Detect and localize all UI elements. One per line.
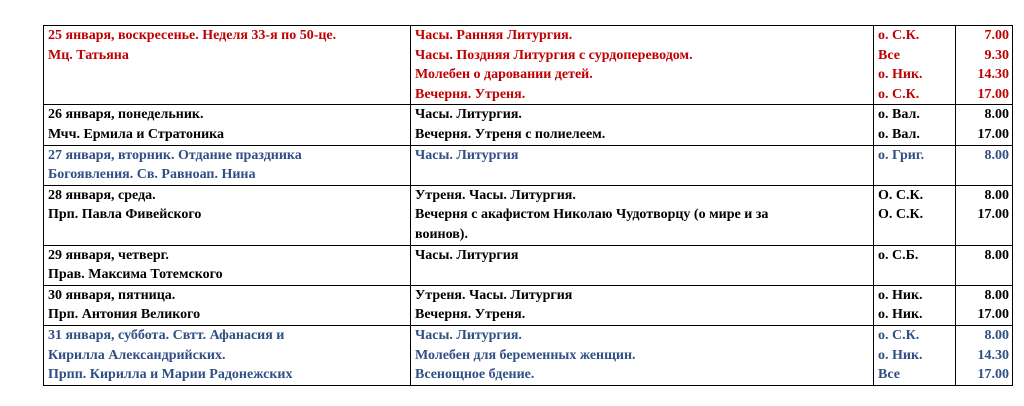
services-cell [411, 245, 874, 285]
time-line: 8.00 [984, 287, 1009, 303]
services-line: Часы. Литургия. [415, 327, 522, 343]
day-line: 31 января, суббота. Свтт. Афанасия и [48, 327, 285, 343]
day-cell [44, 105, 411, 145]
time-cell [956, 185, 1013, 245]
priest-cell [874, 185, 956, 245]
priest-line: о. С.К. [878, 327, 920, 343]
services-line: Вечерня с акафистом Николаю Чудотворцу (о мире и за [415, 207, 769, 223]
services-line: Часы. Литургия [415, 147, 519, 163]
time-line: 8.00 [984, 147, 1009, 163]
schedule-row [44, 245, 1013, 285]
time-line: 14.30 [977, 347, 1009, 363]
schedule-row [44, 285, 1013, 325]
services-line: Часы. Литургия. [415, 107, 522, 123]
time-line: 17.00 [977, 367, 1009, 383]
day-line: Прп. Павла Фивейского [48, 207, 202, 223]
time-line: 14.30 [977, 67, 1009, 83]
time-line: 17.00 [977, 126, 1009, 142]
day-line: Кирилла Александрийских. [48, 347, 226, 363]
priest-line: о. Ник. [878, 307, 923, 323]
time-cell [956, 145, 1013, 185]
day-cell [44, 285, 411, 325]
schedule-row [44, 145, 1013, 185]
services-line: Утреня. Часы. Литургия [415, 287, 573, 303]
time-line: 8.00 [984, 327, 1009, 343]
time-line: 8.00 [984, 247, 1009, 263]
day-line: 26 января, понедельник. [48, 107, 204, 123]
day-cell [44, 325, 411, 385]
priest-line: Все [878, 47, 900, 63]
priest-line: О. С.К. [878, 187, 924, 203]
services-cell [411, 325, 874, 385]
time-line: 17.00 [977, 86, 1009, 102]
priest-line: о. Вал. [878, 126, 920, 142]
services-cell [411, 185, 874, 245]
day-line: Прп. Антония Великого [48, 307, 201, 323]
day-line: 28 января, среда. [48, 187, 156, 203]
priest-line: о. Григ. [878, 147, 925, 163]
time-line: 17.00 [977, 207, 1009, 223]
schedule-body [44, 26, 1013, 386]
services-line: Часы. Литургия [415, 247, 519, 263]
priest-line: о. С.К. [878, 86, 920, 102]
services-line: Часы. Ранняя Литургия. [415, 28, 573, 43]
priest-cell [874, 145, 956, 185]
time-cell [956, 245, 1013, 285]
services-cell [411, 145, 874, 185]
day-line: 29 января, четверг. [48, 247, 169, 263]
day-line: 25 января, воскресенье. Неделя 33-я по 50-це. [48, 28, 337, 43]
services-line: Вечерня. Утреня. [415, 86, 526, 102]
day-cell [44, 26, 411, 105]
services-line: Молебен для беременных женщин. [415, 347, 636, 363]
time-line: 8.00 [984, 187, 1009, 203]
priest-cell [874, 325, 956, 385]
day-line: Богоявления. Св. Равноап. Нина [48, 167, 256, 183]
time-line: 8.00 [984, 107, 1009, 123]
priest-line: Все [878, 367, 900, 383]
time-line: 7.00 [984, 28, 1009, 43]
time-cell [956, 285, 1013, 325]
time-cell [956, 105, 1013, 145]
services-line: Утреня. Часы. Литургия. [415, 187, 576, 203]
priest-line: о. С.Б. [878, 247, 919, 263]
priest-cell [874, 105, 956, 145]
day-line: 27 января, вторник. Отдание праздника [48, 147, 302, 163]
priest-cell [874, 285, 956, 325]
services-line: воинов). [415, 226, 468, 242]
priest-cell [874, 245, 956, 285]
priest-line: о. Ник. [878, 67, 923, 83]
schedule-table [43, 25, 1013, 386]
services-line: Вечерня. Утреня с полиелеем. [415, 126, 606, 142]
schedule-row [44, 26, 1013, 105]
day-line: Мц. Татьяна [48, 47, 129, 63]
schedule-row [44, 325, 1013, 385]
day-line: Прпп. Кирилла и Марии Радонежских [48, 367, 293, 383]
priest-line: о. Ник. [878, 287, 923, 303]
time-cell [956, 325, 1013, 385]
day-line: Мчч. Ермила и Стратоника [48, 126, 224, 142]
services-line: Вечерня. Утреня. [415, 307, 526, 323]
priest-line: О. С.К. [878, 207, 924, 223]
day-line: Прав. Максима Тотемского [48, 267, 223, 283]
time-line: 9.30 [984, 47, 1009, 63]
day-line: 30 января, пятница. [48, 287, 176, 303]
services-cell [411, 285, 874, 325]
priest-cell [874, 26, 956, 105]
priest-line: о. Ник. [878, 347, 923, 363]
time-cell [956, 26, 1013, 105]
day-cell [44, 245, 411, 285]
schedule-row [44, 105, 1013, 145]
services-cell [411, 105, 874, 145]
services-line: Молебен о даровании детей. [415, 67, 593, 83]
services-line: Часы. Поздняя Литургия с сурдопереводом. [415, 47, 693, 63]
day-cell [44, 145, 411, 185]
schedule-row [44, 185, 1013, 245]
services-cell [411, 26, 874, 105]
priest-line: о. С.К. [878, 28, 920, 43]
time-line: 17.00 [977, 307, 1009, 323]
day-cell [44, 185, 411, 245]
services-line: Всенощное бдение. [415, 367, 535, 383]
priest-line: о. Вал. [878, 107, 920, 123]
